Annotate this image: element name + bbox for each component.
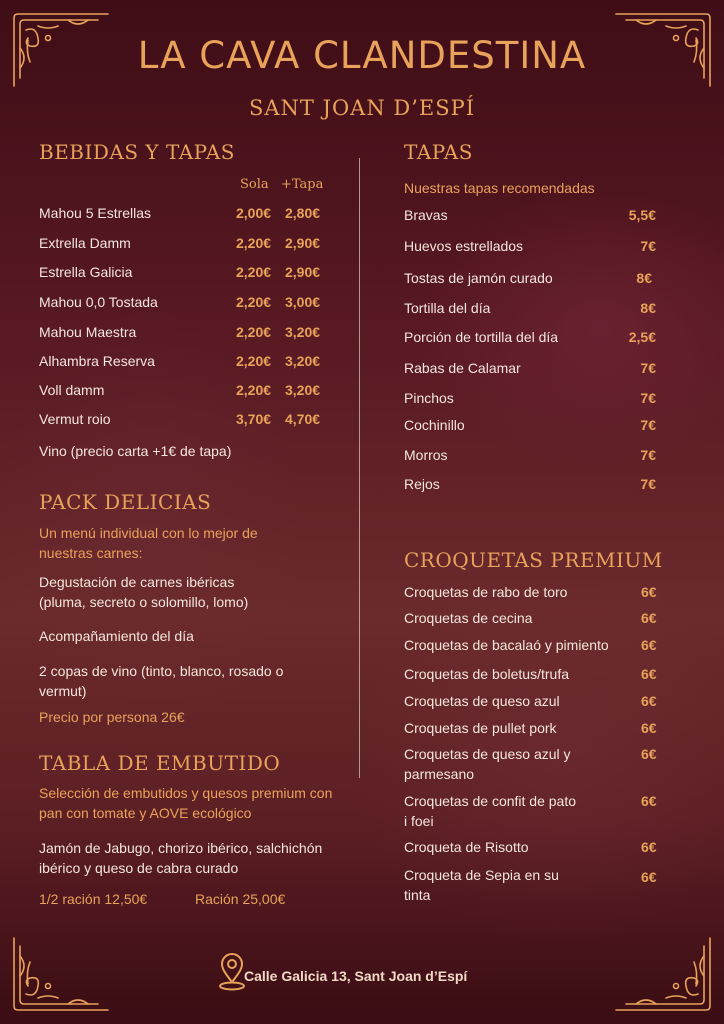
drink-name: Mahou Maestra <box>39 324 137 340</box>
drink-price-tapa: 3,20€ <box>285 324 321 340</box>
drink-price-sola: 2,20€ <box>236 264 272 280</box>
croqueta-price: 6€ <box>641 637 657 653</box>
drink-price-sola: 2,20€ <box>236 382 272 398</box>
croqueta-price: 6€ <box>641 839 657 855</box>
croqueta-name: Croquetas de queso azul y parmesano <box>404 746 571 782</box>
drink-price-tapa: 3,20€ <box>285 382 321 398</box>
croqueta-price: 6€ <box>641 693 657 709</box>
tapa-name: Bravas <box>404 207 448 223</box>
tapa-name: Rabas de Calamar <box>404 360 521 376</box>
drink-name: Extrella Damm <box>39 235 131 251</box>
drink-name: Mahou 5 Estrellas <box>39 205 152 221</box>
croqueta-price: 6€ <box>641 869 657 885</box>
drink-name: Alhambra Reserva <box>39 353 155 369</box>
section-title-bebidas: BEBIDAS Y TAPAS <box>39 140 235 164</box>
drink-price-sola: 2,20€ <box>236 235 272 251</box>
tapa-price: 2,5€ <box>628 329 656 345</box>
croqueta-name: Croquetas de bacalaó y pimiento <box>404 637 609 653</box>
croqueta-name: Croqueta de Risotto <box>404 839 529 855</box>
embutido-desc: Jamón de Jabugo, chorizo ibérico, salchichón ibérico y queso de cabra curado <box>39 840 323 876</box>
croqueta-price: 6€ <box>641 793 657 809</box>
tapas-subtitle: Nuestras tapas recomendadas <box>404 180 595 196</box>
page-title: LA CAVA CLANDESTINA <box>137 34 587 77</box>
tapa-price: 7€ <box>640 417 656 433</box>
embutido-full-price: Ración 25,00€ <box>195 891 286 907</box>
pack-item: 2 copas de vino (tinto, blanco, rosado o vermut) <box>39 663 284 699</box>
croqueta-price: 6€ <box>641 746 657 762</box>
drink-price-sola: 2,00€ <box>236 205 272 221</box>
tapa-price: 5,5€ <box>628 207 656 223</box>
tapa-name: Tostas de jamón curado <box>404 270 553 286</box>
column-header-sola: Sola <box>240 177 269 192</box>
address-text: Calle Galicia 13, Sant Joan d’Espí <box>244 968 468 984</box>
section-title-croquetas: CROQUETAS PREMIUM <box>404 548 663 572</box>
drink-price-sola: 2,20€ <box>236 353 272 369</box>
croqueta-name: Croquetas de confit de pato i foei <box>404 793 577 829</box>
corner-ornament-bottom-right <box>601 936 716 1016</box>
croqueta-name: Croquetas de cecina <box>404 610 533 626</box>
croqueta-name: Croquetas de rabo de toro <box>404 584 568 600</box>
tapa-price: 7€ <box>640 238 656 254</box>
croqueta-name: Croquetas de boletus/trufa <box>404 666 569 682</box>
croqueta-price: 6€ <box>641 584 657 600</box>
pack-price: Precio por persona 26€ <box>39 709 185 725</box>
section-title-embutido: TABLA DE EMBUTIDO <box>39 751 281 775</box>
tapa-name: Porción de tortilla del día <box>404 329 559 345</box>
drink-name: Mahou 0,0 Tostada <box>39 294 158 310</box>
tapa-name: Huevos estrellados <box>404 238 524 254</box>
drink-price-sola: 2,20€ <box>236 294 272 310</box>
page-subtitle: SANT JOAN D’ESPÍ <box>248 96 476 120</box>
column-header-tapa: +Tapa <box>281 177 324 192</box>
drink-price-tapa: 2,80€ <box>285 205 321 221</box>
drink-name: Voll damm <box>39 382 105 398</box>
pack-item: Acompañamiento del día <box>39 628 194 644</box>
croqueta-price: 6€ <box>641 666 657 682</box>
tapa-name: Cochinillo <box>404 417 465 433</box>
tapa-price: 7€ <box>640 390 656 406</box>
croqueta-name: Croquetas de pullet pork <box>404 720 557 736</box>
drink-price-sola: 3,70€ <box>236 411 272 427</box>
tapa-price: 7€ <box>640 476 656 492</box>
drink-price-sola: 2,20€ <box>236 324 272 340</box>
croqueta-name: Croquetas de queso azul <box>404 693 560 709</box>
pack-item: Degustación de carnes ibéricas (pluma, secreto o solomillo, lomo) <box>39 574 249 610</box>
drink-name: Estrella Galicia <box>39 264 133 280</box>
drink-price-tapa: 2,90€ <box>285 264 321 280</box>
tapa-price: 8€ <box>636 270 652 286</box>
tapa-price: 7€ <box>640 447 656 463</box>
drink-price-tapa: 4,70€ <box>285 411 321 427</box>
drink-price-tapa: 2,90€ <box>285 235 321 251</box>
drink-price-tapa: 3,00€ <box>285 294 321 310</box>
drink-name: Vermut roio <box>39 411 111 427</box>
drink-price-tapa: 3,20€ <box>285 353 321 369</box>
tapa-name: Tortilla del día <box>404 300 491 316</box>
croqueta-price: 6€ <box>641 720 657 736</box>
corner-ornament-bottom-left <box>8 936 123 1016</box>
tapa-price: 7€ <box>640 360 656 376</box>
section-title-pack: PACK DELICIAS <box>39 490 212 514</box>
tapa-price: 8€ <box>640 300 656 316</box>
tapa-name: Morros <box>404 447 448 463</box>
pack-intro: Un menú individual con lo mejor de nuestras carnes: <box>39 525 258 561</box>
embutido-half-price: 1/2 ración 12,50€ <box>39 891 148 907</box>
column-divider <box>359 158 360 778</box>
croqueta-name: Croqueta de Sepia en su tinta <box>404 867 559 903</box>
embutido-intro: Selección de embutidos y quesos premium con pan con tomate y AOVE ecológico <box>39 785 333 821</box>
tapa-name: Pinchos <box>404 390 454 406</box>
tapa-name: Rejos <box>404 476 440 492</box>
wine-note: Vino (precio carta +1€ de tapa) <box>39 443 232 459</box>
croqueta-price: 6€ <box>641 610 657 626</box>
section-title-tapas: TAPAS <box>404 140 473 164</box>
